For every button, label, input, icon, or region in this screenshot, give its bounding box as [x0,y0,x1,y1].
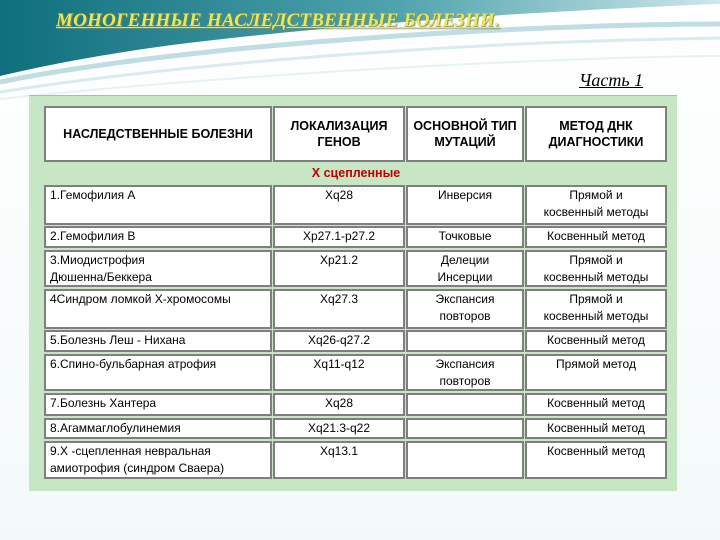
cell-text: 4Синдром ломкой Х-хромосомы [50,292,231,306]
cell-mutation [406,330,524,352]
cell-text: косвенный методы [543,309,649,323]
cell-disease [44,250,272,287]
cell-locus [273,418,405,439]
cell-mutation [406,441,524,479]
cell-disease [44,185,272,225]
cell-text: Косвенный метод [547,421,645,435]
cell-mutation [406,418,524,439]
cell-text: 9.Х -сцепленная невральная [50,444,211,458]
cell-locus [273,354,405,391]
cell-text: Прямой и [569,292,623,306]
cell-text: Xq28 [324,188,354,202]
cell-method [525,393,667,416]
cell-locus [273,289,405,329]
section-label-x-linked: Х сцепленные [311,166,401,180]
cell-locus [273,393,405,416]
cell-text: Xq28 [324,396,354,410]
cell-method [525,250,667,287]
cell-mutation [406,250,524,287]
cell-text: Xq26-q27.2 [307,333,371,347]
cell-mutation [406,185,524,225]
header-method: МЕТОД ДНК ДИАГНОСТИКИ [525,106,667,162]
cell-mutation [406,354,524,391]
cell-text: Xp27.1-p27.2 [302,229,376,243]
cell-method [525,354,667,391]
cell-method [525,418,667,439]
cell-method [525,226,667,248]
cell-disease [44,289,272,329]
cell-disease [44,418,272,439]
cell-text: Косвенный метод [547,396,645,410]
cell-method [525,330,667,352]
cell-text: косвенный методы [543,270,649,284]
cell-text: Xq13.1 [319,444,359,458]
cell-text: 8.Агаммаглобулинемия [50,421,181,435]
cell-text: повторов [439,374,491,388]
cell-text: Экспансия [435,357,495,371]
cell-text: Прямой и [569,253,623,267]
cell-mutation [406,393,524,416]
slide-title: МОНОГЕННЫЕ НАСЛЕДСТВЕННЫЕ БОЛЕЗНИ. [56,10,500,31]
cell-locus [273,226,405,248]
cell-text: Инсерции [437,270,493,284]
cell-text: 5.Болезнь Леш - Нихана [50,333,186,347]
cell-text: 7.Болезнь Хантера [50,396,157,410]
cell-locus [273,330,405,352]
cell-text: 1.Гемофилия А [50,188,136,202]
cell-text: Точковые [438,229,492,243]
cell-text: Экспансия [435,292,495,306]
cell-text: Делеции [440,253,490,267]
cell-text: Xq27.3 [319,292,359,306]
cell-text: Прямой метод [556,357,636,371]
cell-text: 2.Гемофилия В [50,229,136,243]
cell-locus [273,250,405,287]
cell-disease [44,226,272,248]
cell-text: повторов [439,309,491,323]
cell-text: Косвенный метод [547,444,645,458]
cell-text: амиотрофия (синдром Сваера) [50,461,225,475]
cell-text: Дюшенна/Беккера [50,270,152,284]
cell-text: Xp21.2 [319,253,359,267]
cell-method [525,441,667,479]
cell-text: косвенный методы [543,205,649,219]
cell-method [525,289,667,329]
cell-mutation [406,226,524,248]
cell-text: Инверсия [437,188,493,202]
cell-method [525,185,667,225]
cell-text: 3.Миодистрофия [50,253,145,267]
header-mutation: ОСНОВНОЙ ТИП МУТАЦИЙ [406,106,524,162]
cell-disease [44,330,272,352]
cell-disease [44,393,272,416]
part-label: Часть 1 [579,70,644,90]
header-disease: НАСЛЕДСТВЕННЫЕ БОЛЕЗНИ [44,106,272,162]
cell-text: 6.Спино-бульбарная атрофия [50,357,217,371]
cell-text: Косвенный метод [547,333,645,347]
cell-text: Прямой и [569,188,623,202]
cell-text: Xq21.3-q22 [307,421,371,435]
cell-locus [273,441,405,479]
cell-locus [273,185,405,225]
cell-text: Xq11-q12 [313,357,365,371]
cell-mutation [406,289,524,329]
cell-disease [44,441,272,479]
cell-text: Косвенный метод [547,229,645,243]
cell-disease [44,354,272,391]
header-locus: ЛОКАЛИЗАЦИЯ ГЕНОВ [273,106,405,162]
